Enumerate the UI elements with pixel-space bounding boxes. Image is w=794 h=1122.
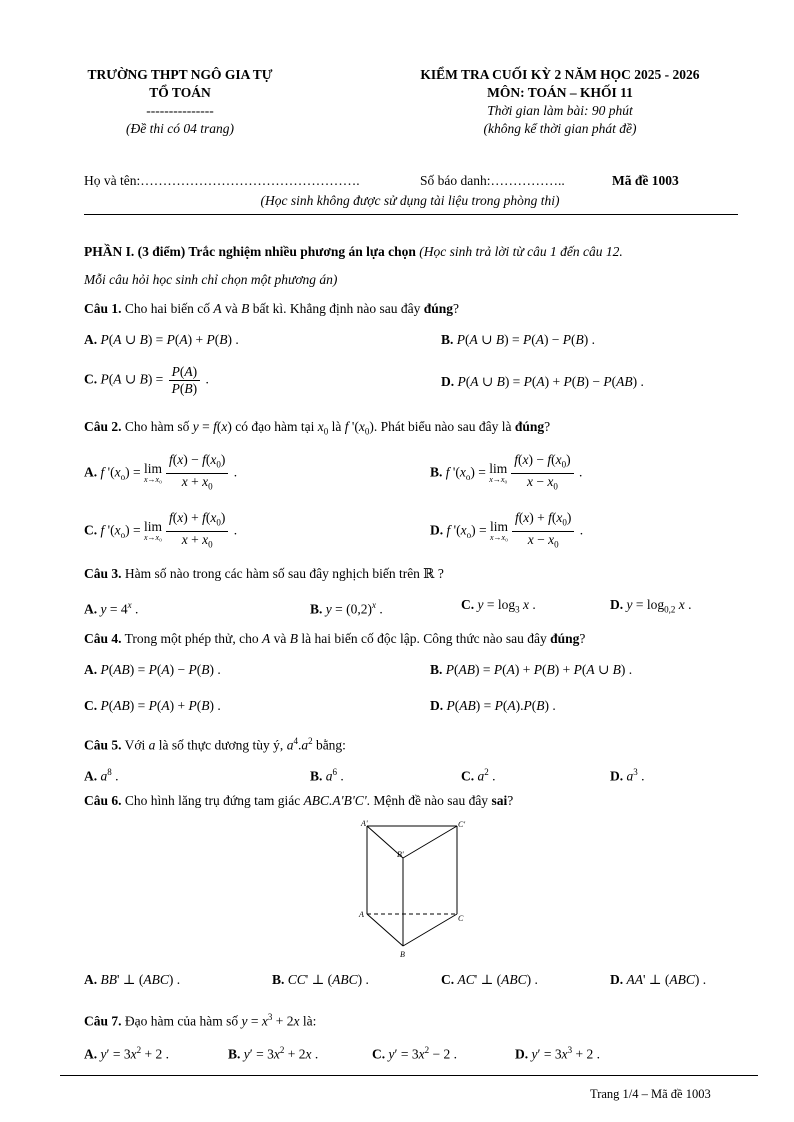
question-text: Đạo hàm của hàm số: [124, 1013, 239, 1029]
question-text: Trong một phép thử, cho: [124, 631, 259, 646]
question-text: Cho hai biến cố: [124, 301, 210, 316]
edge-ab: [367, 914, 403, 946]
q1-option-d[interactable]: D. P(A ∪ B) = P(A) + P(B) − P(AB) .: [441, 374, 644, 389]
question-label: Câu 7.: [84, 1013, 122, 1029]
q3-option-b[interactable]: B. $y = (0,2)^x$ .: [310, 600, 383, 617]
pages-note: (Đề thi có 04 trang): [126, 121, 234, 136]
label-b1: B': [397, 850, 404, 859]
question-text: là số thực dương tùy ý,: [158, 737, 284, 753]
q1-option-a[interactable]: A. P(A ∪ B) = P(A) + P(B) .: [84, 332, 239, 347]
q7-option-d[interactable]: D. $y' = 3x^3 + 2$ .: [515, 1045, 600, 1062]
label-a: A: [359, 910, 364, 919]
question-label: Câu 6.: [84, 793, 122, 808]
option-letter: A.: [84, 601, 98, 617]
q5-option-a[interactable]: A. $a^8$ .: [84, 767, 119, 784]
label-c: C: [458, 914, 464, 923]
question-end: ?: [507, 793, 514, 808]
question-text: Cho hình lăng trụ đứng tam giác: [124, 793, 301, 808]
question-text: bằng:: [315, 737, 346, 753]
q1-option-c[interactable]: C. P(A ∪ B) = $\frac{P(A)}{P(B)}$ .: [84, 364, 209, 396]
student-note: (Học sinh không được sử dụng tài liệu trong phòng thi): [260, 193, 560, 208]
question-label: Câu 5.: [84, 737, 122, 753]
question-text: Hàm số nào trong các hàm số sau đây nghịch biến trên ℝ ?: [124, 566, 444, 581]
duration-note: (không kể thời gian phát đề): [483, 121, 637, 136]
label-a1: A': [361, 819, 368, 828]
question-text: và: [273, 631, 287, 646]
q6-option-a[interactable]: A. BB' ⊥ (ABC) .: [84, 972, 181, 987]
question-label: Câu 1.: [84, 301, 122, 316]
question-1: Câu 1. Cho hai biến cố A và B bất kì. Khẳng định nào sau đây đúng?: [84, 301, 459, 316]
department-name: TỔ TOÁN: [149, 85, 211, 100]
option-letter: D.: [610, 768, 624, 784]
q4-option-a[interactable]: A. P(AB) = P(A) − P(B) .: [84, 662, 221, 677]
q3-option-d[interactable]: D. $y = \log_{0,2} x$ .: [610, 597, 692, 615]
question-text: là hai biến cố độc lập. Công thức nào sau đây: [301, 631, 547, 646]
option-letter: B.: [430, 662, 443, 677]
label-b: B: [400, 950, 405, 959]
q2-option-c[interactable]: C. f '$(x_o)$ = lim x→x₀ $\frac{f(x) + f(x_0)}{x + x_0}$ .: [84, 510, 238, 550]
option-letter: D.: [430, 522, 444, 538]
edge-b1c1: [403, 826, 457, 858]
q2-option-b[interactable]: B. f '$(x_o)$ = lim x→x₀ $\frac{f(x) - f(x_0)}{x - x_0}$ .: [430, 452, 583, 492]
q7-option-a[interactable]: A. $y' = 3x^2 + 2$ .: [84, 1045, 169, 1062]
subject-line: MÔN: TOÁN – KHỐI 11: [487, 85, 633, 100]
question-text: Với: [124, 737, 146, 753]
q5-option-b[interactable]: B. $a^6$ .: [310, 767, 344, 784]
header-right: [360, 66, 760, 138]
edge-bc: [403, 914, 457, 946]
option-letter: B.: [441, 332, 454, 347]
option-letter: B.: [228, 1046, 241, 1062]
part1-instruction-2: Mỗi câu hỏi học sinh chỉ chọn một phương án): [84, 272, 338, 287]
question-text: là:: [302, 1013, 317, 1029]
option-letter: B.: [272, 972, 285, 987]
q2-option-a[interactable]: A. f '$(x_o)$ = lim x→x₀ $\frac{f(x) - f(x_0)}{x + x_0}$ .: [84, 452, 238, 492]
question-text: có đạo hàm tại: [235, 419, 315, 434]
student-name-field: Họ và tên:………………………………………….: [84, 173, 360, 188]
question-5: Câu 5. Với a là số thực dương tùy ý, $a^4.a^2$ bằng:: [84, 736, 346, 753]
q4-option-b[interactable]: B. P(AB) = P(A) + P(B) + P(A ∪ B) .: [430, 662, 633, 677]
q2-option-d[interactable]: D. f '$(x_o)$ = lim x→x₀ $\frac{f(x) + f(x_0)}{x - x_0}$ .: [430, 510, 584, 550]
duration-line: Thời gian làm bài: 90 phút: [487, 103, 633, 118]
option-letter: A.: [84, 662, 98, 677]
q6-option-c[interactable]: C. AC' ⊥ (ABC) .: [441, 972, 538, 987]
q7-option-b[interactable]: B. $y' = 3x^2 + 2x$ .: [228, 1045, 319, 1062]
q3-option-a[interactable]: A. $y = 4^x$ .: [84, 600, 139, 617]
exam-title: KIỂM TRA CUỐI KỲ 2 NĂM HỌC 2025 - 2026: [420, 67, 700, 82]
q4-option-c[interactable]: C. P(AB) = P(A) + P(B) .: [84, 698, 221, 713]
option-letter: B.: [430, 464, 443, 480]
option-letter: B.: [310, 768, 323, 784]
header-divider: [84, 214, 738, 215]
exam-code: Mã đề 1003: [612, 173, 679, 188]
q7-option-c[interactable]: C. $y' = 3x^2 - 2$ .: [372, 1045, 457, 1062]
question-emphasis: đúng: [514, 419, 545, 434]
question-text: . Phát biểu nào sau đây là: [373, 419, 512, 434]
header-dashes: ---------------: [146, 103, 214, 118]
q4-option-d[interactable]: D. P(AB) = P(A).P(B) .: [430, 698, 556, 713]
question-end: ?: [453, 301, 459, 316]
question-3: [84, 564, 444, 584]
question-text: và: [225, 301, 238, 316]
question-text: là: [331, 419, 342, 434]
question-text: bất kì. Khẳng định nào sau đây: [252, 301, 421, 316]
header-left: [40, 66, 320, 138]
option-letter: A.: [84, 464, 98, 480]
option-letter: A.: [84, 1046, 98, 1062]
prism-figure: [355, 818, 475, 963]
question-end: ?: [544, 419, 551, 434]
option-letter: A.: [84, 972, 98, 987]
part1-title-line: [84, 242, 764, 262]
q5-option-d[interactable]: D. $a^3$ .: [610, 767, 645, 784]
question-label: Câu 2.: [84, 419, 122, 434]
question-6: Câu 6. Cho hình lăng trụ đứng tam giác ABC.A'B'C'. Mệnh đề nào sau đây sai?: [84, 793, 514, 808]
q6-option-b[interactable]: B. CC' ⊥ (ABC) .: [272, 972, 369, 987]
q5-option-c[interactable]: C. $a^2$ .: [461, 767, 496, 784]
q6-option-d[interactable]: D. AA' ⊥ (ABC) .: [610, 972, 707, 987]
school-name: TRƯỜNG THPT NGÔ GIA TỰ: [87, 67, 273, 82]
question-7: Câu 7. Đạo hàm của hàm số $y = x^3 + 2x$ là:: [84, 1012, 317, 1029]
student-id-field: Số báo danh:……………..: [420, 173, 565, 188]
question-label: Câu 4.: [84, 631, 122, 646]
option-letter: C.: [84, 522, 98, 538]
footer-divider: [60, 1075, 758, 1076]
question-emphasis: đúng: [550, 631, 580, 646]
part1-title: PHẦN I. (3 điểm) Trắc nghiệm nhiều phương án lựa chọn: [84, 244, 416, 259]
question-emphasis: sai: [491, 793, 508, 808]
question-2: Câu 2. Cho hàm số y = f(x) có đạo hàm tại $x_0$ là f '$(x_0)$. Phát biểu nào sau đây là đúng?: [84, 419, 551, 437]
option-letter: A.: [84, 768, 98, 784]
question-emphasis: đúng: [423, 301, 453, 316]
q1-option-b[interactable]: B. P(A ∪ B) = P(A) − P(B) .: [441, 332, 596, 347]
option-letter: C.: [441, 972, 455, 987]
option-letter: C.: [461, 597, 475, 612]
option-letter: C.: [84, 371, 98, 387]
option-letter: D.: [610, 972, 624, 987]
label-c1: C': [458, 820, 466, 829]
option-letter: C.: [84, 698, 98, 713]
option-letter: A.: [84, 332, 98, 347]
question-4: Câu 4. Trong một phép thử, cho A và B là hai biến cố độc lập. Công thức nào sau đây đúng?: [84, 631, 586, 646]
option-letter: D.: [430, 698, 444, 713]
option-letter: C.: [372, 1046, 386, 1062]
option-letter: B.: [310, 601, 323, 617]
option-letter: C.: [461, 768, 475, 784]
option-letter: D.: [515, 1046, 529, 1062]
option-letter: D.: [610, 597, 624, 612]
page-footer: Trang 1/4 – Mã đề 1003: [590, 1087, 711, 1101]
q3-option-c[interactable]: C. $y = \log_3 x$ .: [461, 597, 536, 615]
question-label: Câu 3.: [84, 566, 122, 581]
question-end: ?: [579, 631, 586, 646]
question-text: Cho hàm số: [124, 419, 190, 434]
option-letter: D.: [441, 374, 455, 389]
question-text: . Mệnh đề nào sau đây: [366, 793, 489, 808]
part1-instruction: (Học sinh trả lời từ câu 1 đến câu 12.: [419, 244, 623, 259]
